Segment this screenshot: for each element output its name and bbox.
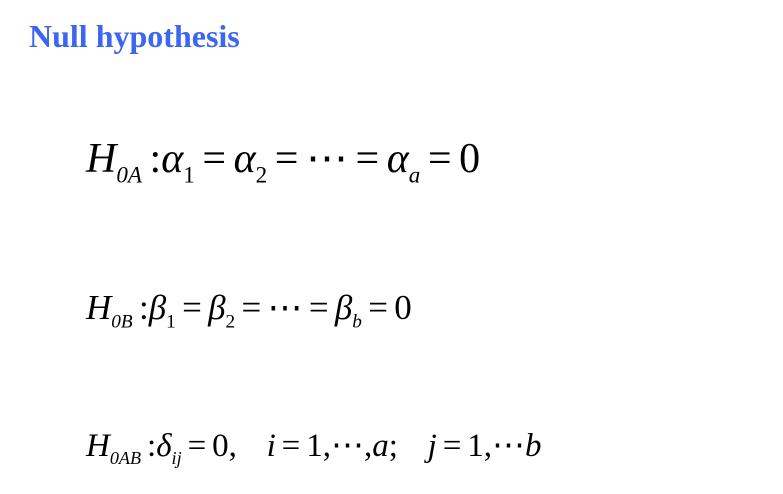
zero: 0 (459, 136, 481, 182)
comma: , (363, 428, 373, 464)
j-variable: j (427, 428, 437, 464)
h-subscript: 0B (111, 311, 133, 333)
alpha-subscript-2: 2 (255, 161, 268, 188)
beta-symbol: β (208, 288, 226, 327)
h-symbol: H (86, 136, 117, 182)
beta-subscript-1: 1 (166, 311, 176, 333)
equals-sign: = (241, 288, 262, 327)
h-subscript: 0AB (109, 448, 142, 469)
alpha-symbol: α (233, 136, 256, 182)
alpha-subscript-a: a (408, 161, 421, 188)
i-end: a (372, 428, 389, 464)
colon: : (149, 136, 162, 182)
semicolon: ; (388, 428, 398, 464)
equals-sign: = (308, 288, 329, 327)
equation-h0b (86, 288, 412, 333)
ellipsis: ⋯ (305, 136, 348, 182)
beta-subscript-2: 2 (225, 311, 236, 333)
equals-sign: = (281, 428, 301, 464)
h-symbol: H (86, 428, 110, 464)
equals-sign: = (187, 428, 207, 464)
i-variable: i (266, 428, 276, 464)
colon: : (147, 428, 157, 464)
i-start: 1 (306, 428, 323, 464)
alpha-symbol: α (386, 136, 409, 182)
equation-h0ab (86, 428, 542, 469)
equals-sign: = (355, 136, 380, 182)
h-symbol: H (86, 288, 112, 327)
equals-sign: = (274, 136, 299, 182)
equals-sign: = (442, 428, 462, 464)
equals-sign: = (182, 288, 202, 327)
equation-h0a (86, 136, 481, 188)
page-title: Null hypothesis (29, 18, 240, 54)
delta-symbol: δ (156, 428, 172, 464)
colon: : (138, 288, 149, 327)
ellipsis: ⋯ (330, 428, 364, 464)
ellipsis: ⋯ (492, 428, 526, 464)
equals-sign: = (202, 136, 227, 182)
alpha-subscript-1: 1 (183, 161, 195, 188)
j-end: b (525, 428, 542, 464)
beta-subscript-b: b (352, 311, 362, 333)
equals-sign: = (368, 288, 388, 327)
delta-subscript: ij (171, 448, 182, 469)
zero: 0 (394, 288, 412, 327)
comma: , (322, 428, 331, 464)
h-subscript: 0A (116, 161, 142, 188)
zero: 0 (212, 428, 229, 464)
equals-sign: = (427, 136, 452, 182)
comma: , (228, 428, 237, 464)
beta-symbol: β (148, 288, 167, 327)
j-start: 1 (467, 428, 484, 464)
alpha-symbol: α (161, 136, 184, 182)
beta-symbol: β (334, 288, 353, 327)
comma: , (483, 428, 493, 464)
ellipsis: ⋯ (267, 288, 303, 327)
